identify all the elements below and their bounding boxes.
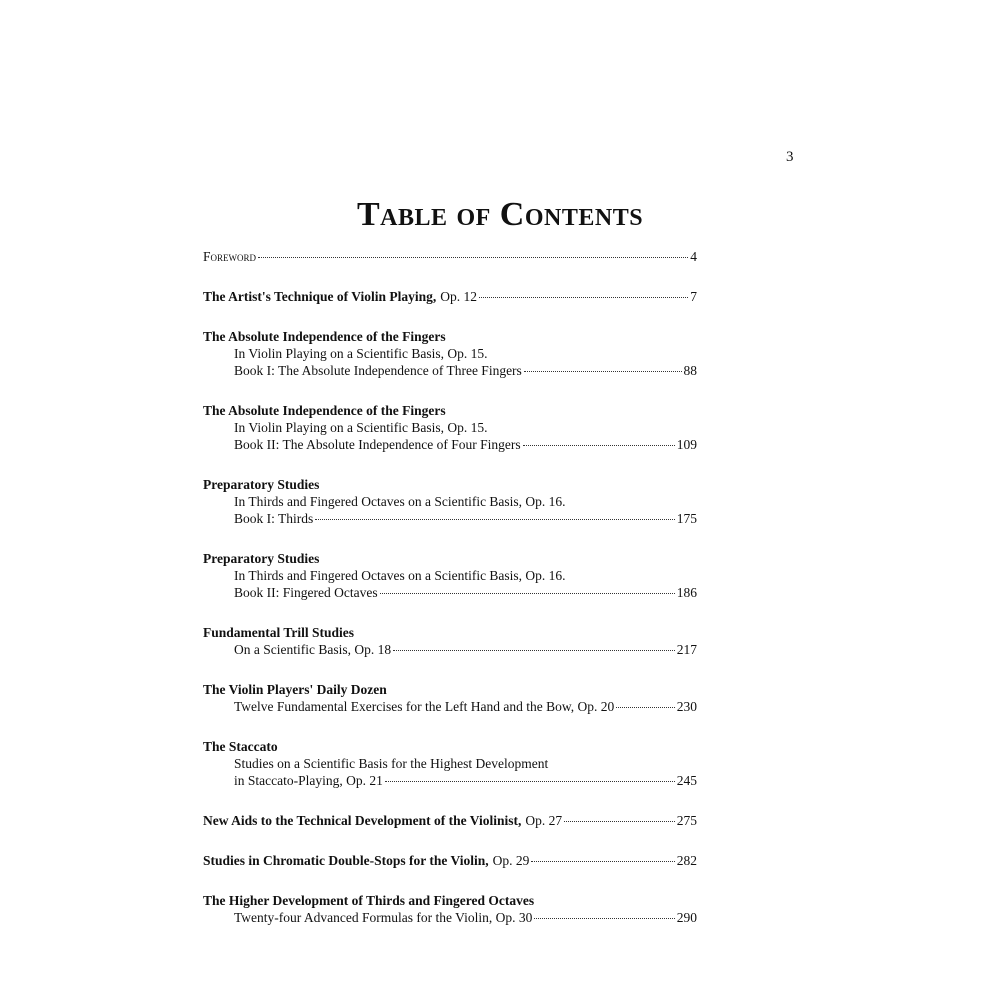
toc-entry-op20[interactable] bbox=[203, 681, 697, 715]
entry-title: Foreword bbox=[203, 249, 257, 264]
toc-entry-foreword[interactable] bbox=[203, 248, 697, 265]
entry-subtitle: Book I: The Absolute Independence of Three Fingers bbox=[234, 363, 522, 378]
entry-page: 7 bbox=[690, 289, 697, 304]
dot-leader bbox=[258, 257, 688, 258]
entry-subtitle: Book I: Thirds bbox=[234, 511, 314, 526]
dot-leader bbox=[616, 707, 675, 708]
toc-entry-op12[interactable] bbox=[203, 288, 697, 305]
entry-subtitle: In Thirds and Fingered Octaves on a Scientific Basis, Op. 16. bbox=[234, 494, 566, 509]
entry-subtitle: Book II: The Absolute Independence of Four Fingers bbox=[234, 437, 521, 452]
dot-leader bbox=[531, 861, 674, 862]
entry-page: 4 bbox=[690, 249, 697, 264]
entry-page: 109 bbox=[676, 437, 697, 452]
entry-title: The Staccato bbox=[203, 739, 278, 754]
dot-leader bbox=[393, 650, 675, 651]
toc-entry-op30[interactable] bbox=[203, 892, 697, 926]
entry-title: The Absolute Independence of the Fingers bbox=[203, 403, 446, 418]
dot-leader bbox=[315, 519, 674, 520]
page-number: 3 bbox=[786, 149, 794, 165]
page-title: Table of Contents bbox=[356, 196, 644, 233]
table-of-contents bbox=[203, 248, 697, 949]
entry-title: Studies in Chromatic Double-Stops for the Violin, bbox=[203, 853, 489, 868]
entry-subtitle: Studies on a Scientific Basis for the Highest Development bbox=[234, 756, 549, 771]
dot-leader bbox=[564, 821, 675, 822]
dot-leader bbox=[385, 781, 675, 782]
entry-page: 175 bbox=[676, 511, 697, 526]
entry-subtitle: Twelve Fundamental Exercises for the Left Hand and the Bow, Op. 20 bbox=[234, 699, 615, 714]
entry-opus: Op. 29 bbox=[492, 853, 530, 868]
dot-leader bbox=[534, 918, 674, 919]
entry-title: The Violin Players' Daily Dozen bbox=[203, 682, 387, 697]
toc-entry-op18[interactable] bbox=[203, 624, 697, 658]
entry-page: 245 bbox=[676, 773, 697, 788]
entry-subtitle: in Staccato-Playing, Op. 21 bbox=[234, 773, 383, 788]
entry-page: 186 bbox=[676, 585, 697, 600]
entry-page: 230 bbox=[676, 699, 697, 714]
entry-subtitle: Twenty-four Advanced Formulas for the Violin, Op. 30 bbox=[234, 910, 533, 925]
toc-entry-op29[interactable] bbox=[203, 852, 697, 869]
dot-leader bbox=[524, 371, 682, 372]
entry-subtitle: In Violin Playing on a Scientific Basis, Op. 15. bbox=[234, 346, 488, 361]
entry-title: Preparatory Studies bbox=[203, 551, 320, 566]
toc-entry-op16-book1[interactable] bbox=[203, 476, 697, 527]
dot-leader bbox=[523, 445, 675, 446]
dot-leader bbox=[479, 297, 688, 298]
dot-leader bbox=[380, 593, 675, 594]
entry-title: The Artist's Technique of Violin Playing, bbox=[203, 289, 437, 304]
entry-title: The Absolute Independence of the Fingers bbox=[203, 329, 446, 344]
entry-page: 282 bbox=[676, 853, 697, 868]
entry-subtitle: On a Scientific Basis, Op. 18 bbox=[234, 642, 392, 657]
entry-page: 290 bbox=[676, 910, 697, 925]
toc-entry-op16-book2[interactable] bbox=[203, 550, 697, 601]
entry-title: The Higher Development of Thirds and Fingered Octaves bbox=[203, 893, 535, 908]
entry-subtitle: Book II: Fingered Octaves bbox=[234, 585, 378, 600]
entry-page: 275 bbox=[676, 813, 697, 828]
entry-page: 217 bbox=[676, 642, 697, 657]
entry-title: Fundamental Trill Studies bbox=[203, 625, 355, 640]
entry-opus: Op. 12 bbox=[440, 289, 478, 304]
toc-entry-op15-book1[interactable] bbox=[203, 328, 697, 379]
entry-subtitle: In Thirds and Fingered Octaves on a Scientific Basis, Op. 16. bbox=[234, 568, 566, 583]
entry-title: New Aids to the Technical Development of the Violinist, bbox=[203, 813, 522, 828]
toc-entry-op27[interactable] bbox=[203, 812, 697, 829]
toc-entry-op21[interactable] bbox=[203, 738, 697, 789]
toc-entry-op15-book2[interactable] bbox=[203, 402, 697, 453]
entry-page: 88 bbox=[683, 363, 697, 378]
entry-title: Preparatory Studies bbox=[203, 477, 320, 492]
entry-opus: Op. 27 bbox=[525, 813, 563, 828]
entry-subtitle: In Violin Playing on a Scientific Basis, Op. 15. bbox=[234, 420, 488, 435]
